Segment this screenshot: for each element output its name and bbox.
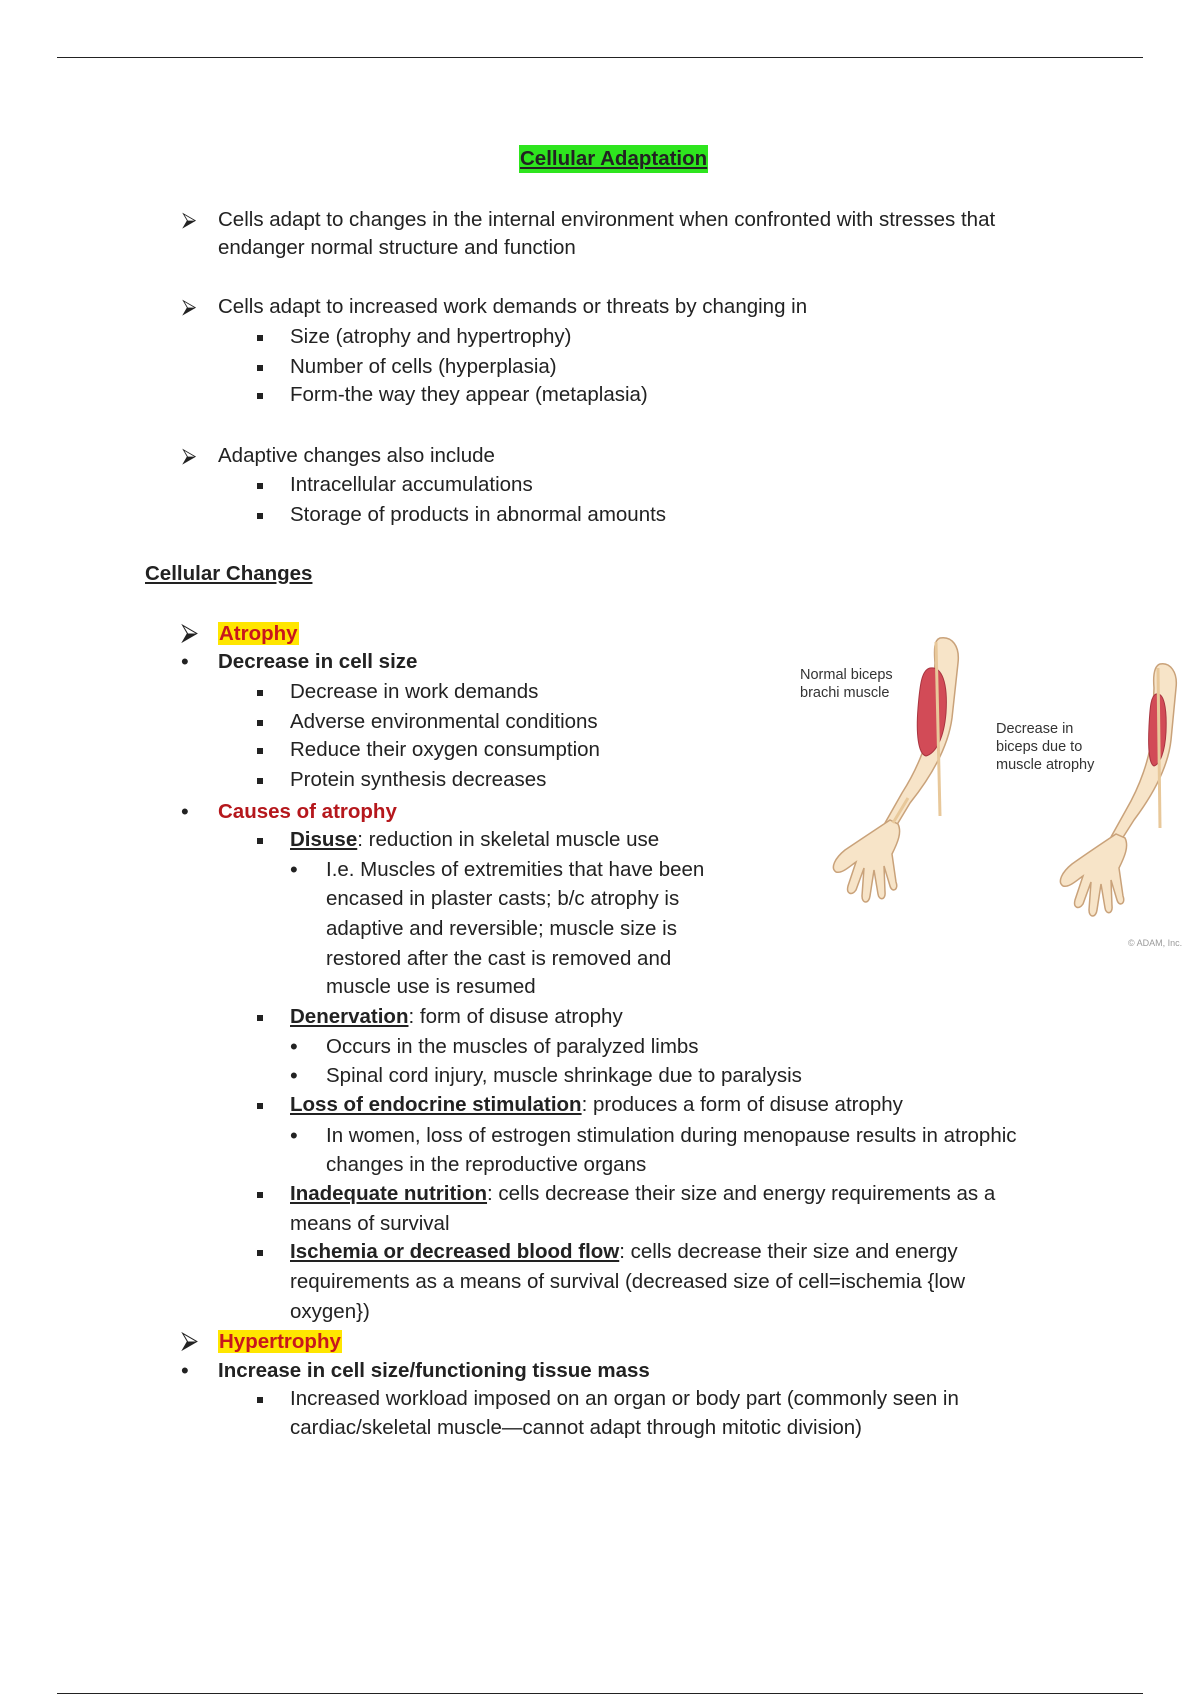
atrophy-feature-1: Decrease in work demands bbox=[290, 680, 539, 703]
figure-credit: © ADAM, Inc. bbox=[1128, 938, 1183, 948]
intro-2-sub-2: Number of cells (hyperplasia) bbox=[290, 355, 557, 378]
round-bullet-icon: • bbox=[290, 1123, 298, 1148]
disuse-detail-line-1: I.e. Muscles of extremities that have been bbox=[326, 858, 705, 881]
square-bullet-icon bbox=[257, 1397, 263, 1403]
figure-caption-atrophy-line-2: biceps due to bbox=[996, 739, 1083, 755]
figure-caption-atrophy-line-3: muscle atrophy bbox=[996, 757, 1095, 773]
square-bullet-icon bbox=[257, 365, 263, 371]
figure-caption-atrophy-line-1: Decrease in bbox=[996, 721, 1074, 737]
cause-text: : cells decrease their size and energy requirements as a bbox=[487, 1182, 996, 1205]
disuse-detail-line-2: encased in plaster casts; b/c atrophy is bbox=[326, 887, 680, 910]
square-bullet-icon bbox=[257, 778, 263, 784]
cause-term: Denervation bbox=[290, 1005, 409, 1028]
arrow-bullet-icon: ⮚ bbox=[181, 1327, 199, 1354]
cause-term: Disuse bbox=[290, 828, 358, 851]
arrow-bullet-icon: ⮚ bbox=[182, 209, 197, 231]
round-bullet-icon: • bbox=[290, 857, 298, 882]
atrophy-feature-2: Adverse environmental conditions bbox=[290, 710, 598, 733]
intro-1-line-1: Cells adapt to changes in the internal environment when confronted with stresses that bbox=[218, 208, 996, 231]
cause-denervation bbox=[290, 1003, 623, 1031]
cause-text: : cells decrease their size and energy bbox=[619, 1240, 958, 1263]
denervation-detail-2: Spinal cord injury, muscle shrinkage due to paralysis bbox=[326, 1064, 802, 1087]
biceps-atrophy-illustration bbox=[790, 628, 1200, 958]
disuse-detail-line-5: muscle use is resumed bbox=[326, 975, 536, 998]
square-bullet-icon bbox=[257, 1192, 263, 1198]
endocrine-detail-line-1: In women, loss of estrogen stimulation during menopause results in atrophic bbox=[326, 1124, 1017, 1147]
atrophy-definition: Decrease in cell size bbox=[218, 650, 418, 673]
figure-caption-normal-line-1: Normal biceps bbox=[800, 667, 893, 683]
cause-ischemia bbox=[290, 1238, 958, 1266]
round-bullet-icon: • bbox=[290, 1063, 298, 1088]
page-title: Cellular Adaptation bbox=[519, 145, 708, 173]
atrophy-feature-4: Protein synthesis decreases bbox=[290, 768, 547, 791]
intro-3-sub-2: Storage of products in abnormal amounts bbox=[290, 503, 667, 526]
intro-1-line-2: endanger normal structure and function bbox=[218, 236, 576, 259]
cause-term: Loss of endocrine stimulation bbox=[290, 1093, 582, 1116]
arrow-bullet-icon: ⮚ bbox=[182, 445, 197, 467]
square-bullet-icon bbox=[257, 720, 263, 726]
cause-nutrition bbox=[290, 1180, 995, 1208]
endocrine-detail-line-2: changes in the reproductive organs bbox=[326, 1153, 647, 1176]
hypertrophy-definition: Increase in cell size/functioning tissue mass bbox=[218, 1359, 650, 1382]
hypertrophy-feature-line-1: Increased workload imposed on an organ or body part (commonly seen in bbox=[290, 1387, 959, 1410]
nutrition-continuation: means of survival bbox=[290, 1212, 450, 1235]
square-bullet-icon bbox=[257, 1103, 263, 1109]
cause-term: Inadequate nutrition bbox=[290, 1182, 488, 1205]
hypertrophy-feature-line-2: cardiac/skeletal muscle—cannot adapt through mitotic division) bbox=[290, 1416, 862, 1439]
cause-term: Ischemia or decreased blood flow bbox=[290, 1240, 620, 1263]
intro-2-sub-3: Form-the way they appear (metaplasia) bbox=[290, 383, 648, 406]
intro-3-sub-1: Intracellular accumulations bbox=[290, 473, 533, 496]
atrophy-feature-3: Reduce their oxygen consumption bbox=[290, 738, 600, 761]
square-bullet-icon bbox=[257, 483, 263, 489]
cause-disuse bbox=[290, 826, 659, 854]
round-bullet-icon: • bbox=[181, 799, 189, 824]
cause-text: : produces a form of disuse atrophy bbox=[581, 1093, 903, 1116]
footer-rule bbox=[57, 1693, 1143, 1694]
round-bullet-icon: • bbox=[290, 1034, 298, 1059]
ischemia-continuation-1: requirements as a means of survival (decreased size of cell=ischemia {low bbox=[290, 1270, 966, 1293]
section-heading: Cellular Changes bbox=[145, 562, 313, 585]
cause-text: : reduction in skeletal muscle use bbox=[357, 828, 660, 851]
round-bullet-icon: • bbox=[181, 1358, 189, 1383]
atrophy-label: Atrophy bbox=[219, 622, 298, 645]
arrow-bullet-icon: ⮚ bbox=[182, 296, 197, 318]
disuse-detail-line-3: adaptive and reversible; muscle size is bbox=[326, 917, 677, 940]
denervation-detail-1: Occurs in the muscles of paralyzed limbs bbox=[326, 1035, 699, 1058]
cause-endocrine bbox=[290, 1091, 903, 1119]
square-bullet-icon bbox=[257, 1250, 263, 1256]
square-bullet-icon bbox=[257, 393, 263, 399]
intro-2-line-1: Cells adapt to increased work demands or threats by changing in bbox=[218, 295, 808, 318]
header-rule bbox=[57, 57, 1143, 58]
square-bullet-icon bbox=[257, 335, 263, 341]
square-bullet-icon bbox=[257, 690, 263, 696]
square-bullet-icon bbox=[257, 513, 263, 519]
square-bullet-icon bbox=[257, 838, 263, 844]
square-bullet-icon bbox=[257, 1015, 263, 1021]
intro-3-line-1: Adaptive changes also include bbox=[218, 444, 495, 467]
arrow-bullet-icon: ⮚ bbox=[181, 619, 199, 646]
causes-of-atrophy-label: Causes of atrophy bbox=[218, 800, 397, 823]
cause-text: : form of disuse atrophy bbox=[408, 1005, 623, 1028]
intro-2-sub-1: Size (atrophy and hypertrophy) bbox=[290, 325, 572, 348]
square-bullet-icon bbox=[257, 748, 263, 754]
hypertrophy-label: Hypertrophy bbox=[219, 1330, 341, 1353]
figure-caption-normal-line-2: brachi muscle bbox=[800, 685, 890, 701]
disuse-detail-line-4: restored after the cast is removed and bbox=[326, 947, 672, 970]
ischemia-continuation-2: oxygen}) bbox=[290, 1300, 370, 1323]
round-bullet-icon: • bbox=[181, 649, 189, 674]
